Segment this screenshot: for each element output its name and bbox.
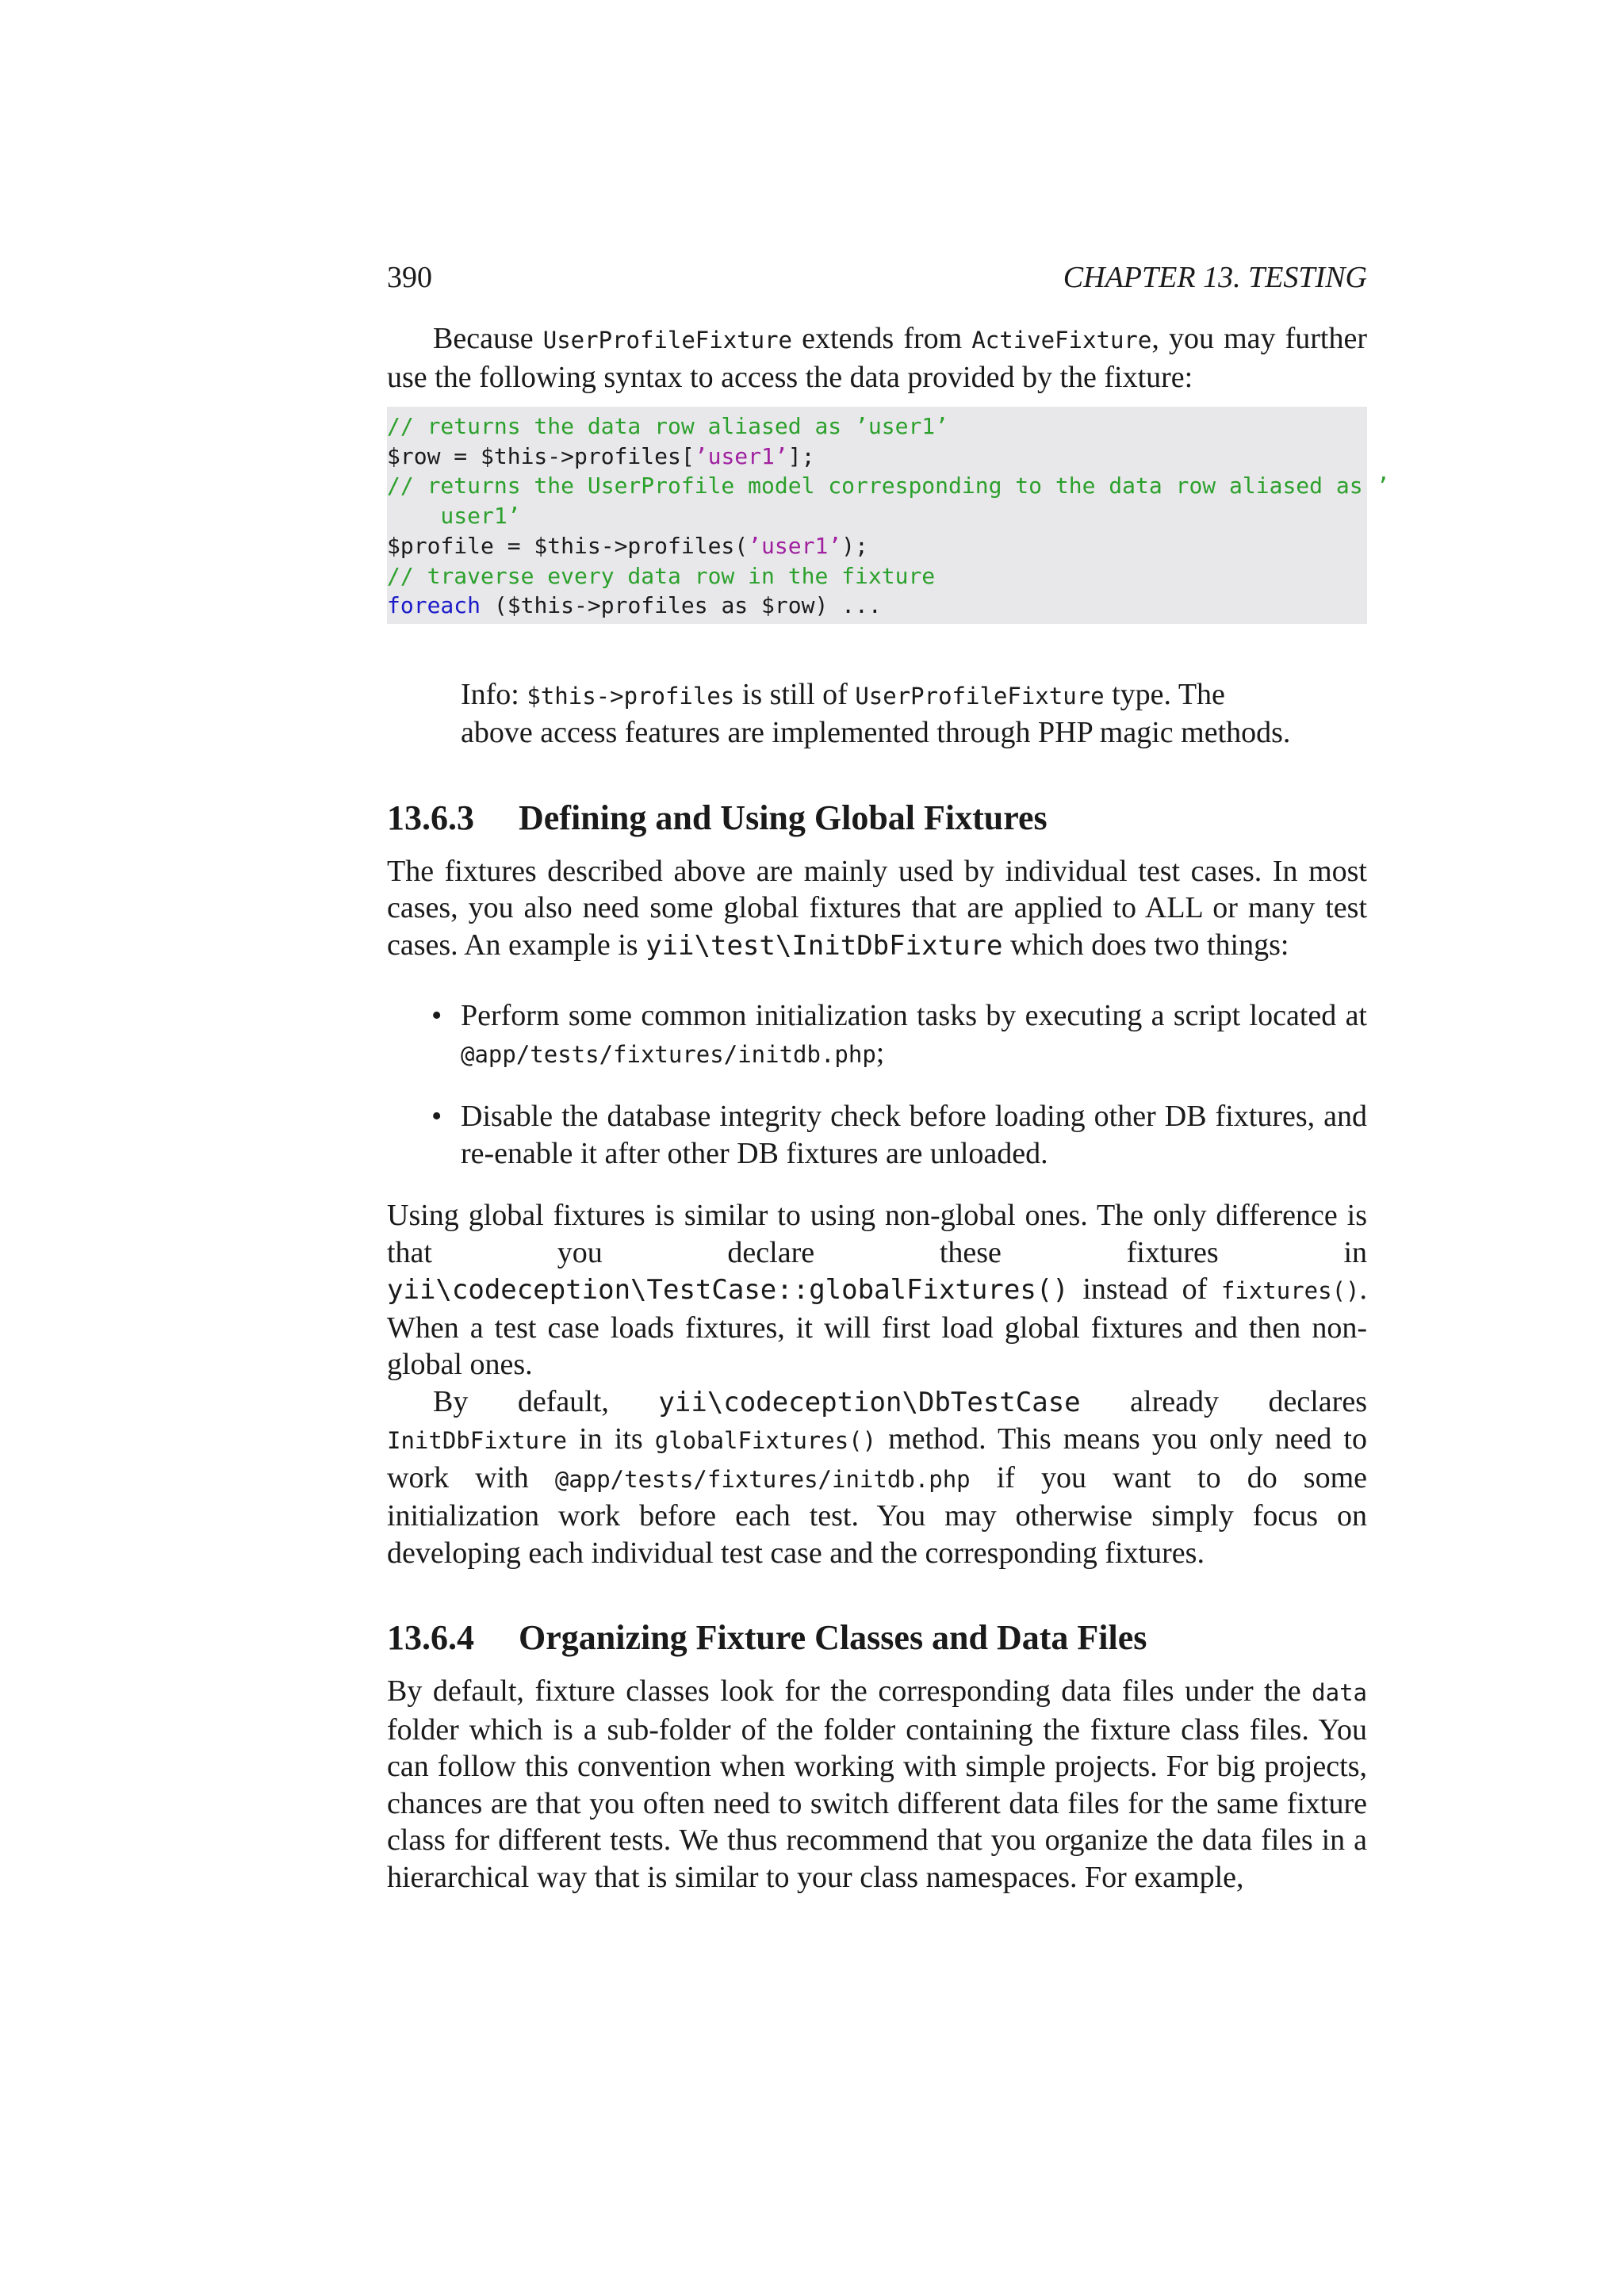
body-paragraph xyxy=(387,1673,1367,1896)
book-page xyxy=(387,254,1390,1896)
intro-paragraph xyxy=(387,320,1367,396)
body-text: method. This means you only need to work with xyxy=(387,1422,1367,1494)
inline-code: data xyxy=(1312,1679,1367,1707)
intro-text: Because xyxy=(433,322,543,355)
list-text: Perform some common initialization tasks by executing a script located at xyxy=(461,999,1367,1033)
info-text: type. The above access features are implemented through PHP magic methods. xyxy=(461,677,1291,750)
body-text: By default, fixture classes look for the corresponding data files under the xyxy=(387,1674,1312,1709)
body-text: if you want to do some initialization work before each test. You may otherwise simply focus on developing each individual test case and the corresponding fixtures. xyxy=(387,1460,1367,1570)
inline-code: yii\test\InitDbFixture xyxy=(645,929,1003,962)
section-heading xyxy=(387,794,1367,842)
code-line: user1’ xyxy=(387,503,521,530)
code-line xyxy=(387,442,1367,472)
inline-code: yii\codeception\TestCase::globalFixtures() xyxy=(387,1274,1069,1307)
intro-text: extends from xyxy=(792,322,972,355)
body-text: The fixtures described above are mainly used by individual test cases. In most cases, you also need some global fixtures that are applied to ALL or many test cases. An example is xyxy=(387,854,1367,962)
body-text: By default, xyxy=(433,1384,659,1418)
inline-code: @app/tests/fixtures/initdb.php xyxy=(461,1040,876,1068)
code-line xyxy=(387,531,1367,561)
code-line: // returns the data row aliased as ’user1’ xyxy=(387,413,949,439)
code-keyword: foreach xyxy=(387,592,481,619)
inline-code: @app/tests/fixtures/initdb.php xyxy=(554,1465,971,1493)
bullet-icon: • xyxy=(431,999,442,1033)
info-note xyxy=(461,676,1294,752)
info-text: is still of xyxy=(734,677,856,711)
section-number: 13.6.3 xyxy=(387,798,474,837)
code-listing xyxy=(387,407,1390,624)
inline-code: fixtures() xyxy=(1220,1277,1360,1305)
inline-code: $this->profiles xyxy=(527,682,735,710)
inline-code: InitDbFixture xyxy=(387,1427,567,1455)
section-heading xyxy=(387,1614,1367,1662)
body-paragraph xyxy=(387,1383,1367,1572)
body-text: . When a test case loads fixtures, it will first load global fixtures and then non-global ones. xyxy=(387,1272,1367,1382)
inline-code: UserProfileFixture xyxy=(855,682,1105,710)
body-text: instead of xyxy=(1068,1272,1221,1307)
page-number: 390 xyxy=(387,261,432,294)
code-line: // traverse every data row in the fixture xyxy=(387,562,936,589)
body-text: which does two things: xyxy=(1002,928,1289,962)
inline-code: globalFixtures() xyxy=(654,1427,877,1455)
section-title: Defining and Using Global Fixtures xyxy=(519,798,1048,837)
code-token: ($this->profiles as $row) ... xyxy=(481,592,882,619)
code-line: // returns the UserProfile model corresponding to the data row aliased as ’ xyxy=(387,473,1390,499)
list-item xyxy=(387,1098,1367,1172)
running-head xyxy=(387,254,1367,301)
info-text: Info: xyxy=(461,677,527,711)
body-text: in its xyxy=(566,1422,655,1456)
list-item xyxy=(387,997,1367,1073)
code-string: ’user1’ xyxy=(748,532,842,559)
body-text: already declares xyxy=(1080,1384,1367,1418)
code-token: ]; xyxy=(787,442,815,469)
bullet-list xyxy=(387,997,1367,1172)
list-text: Disable the database integrity check before loading other DB fixtures, and re-enable it after other DB fixtures are unloaded. xyxy=(461,1100,1367,1170)
body-text: folder which is a sub-folder of the folder containing the fixture class files. You can follow this convention when working with simple projects. For big projects, chances are that you often need to switch different data files for the same fixture class for different tests. We thus recommend that you organize the data files in a hierarchical way that is similar to your class namespaces. For example, xyxy=(387,1712,1367,1894)
intro-text: , you may further use the following syntax to access the data provided by the fixture: xyxy=(387,322,1368,394)
section-title: Organizing Fixture Classes and Data Files xyxy=(519,1618,1147,1658)
body-text: Using global fixtures is similar to using non-global ones. The only difference is that you declare these fixtures in xyxy=(387,1199,1367,1269)
body-paragraph xyxy=(387,853,1367,965)
inline-code: ActiveFixture xyxy=(971,327,1152,354)
list-text: ; xyxy=(875,1035,885,1070)
code-token: $profile = $this->profiles( xyxy=(387,532,749,559)
chapter-title: CHAPTER 13. TESTING xyxy=(1063,261,1367,294)
body-paragraph xyxy=(387,1197,1367,1383)
code-line xyxy=(387,591,1367,621)
inline-code: UserProfileFixture xyxy=(542,327,793,354)
code-token: $row = $this->profiles[ xyxy=(387,442,695,469)
section-number: 13.6.4 xyxy=(387,1618,474,1658)
inline-code: yii\codeception\DbTestCase xyxy=(658,1386,1081,1418)
code-string: ’user1’ xyxy=(694,442,788,469)
code-token: ); xyxy=(841,532,868,559)
bullet-icon: • xyxy=(431,1100,442,1134)
